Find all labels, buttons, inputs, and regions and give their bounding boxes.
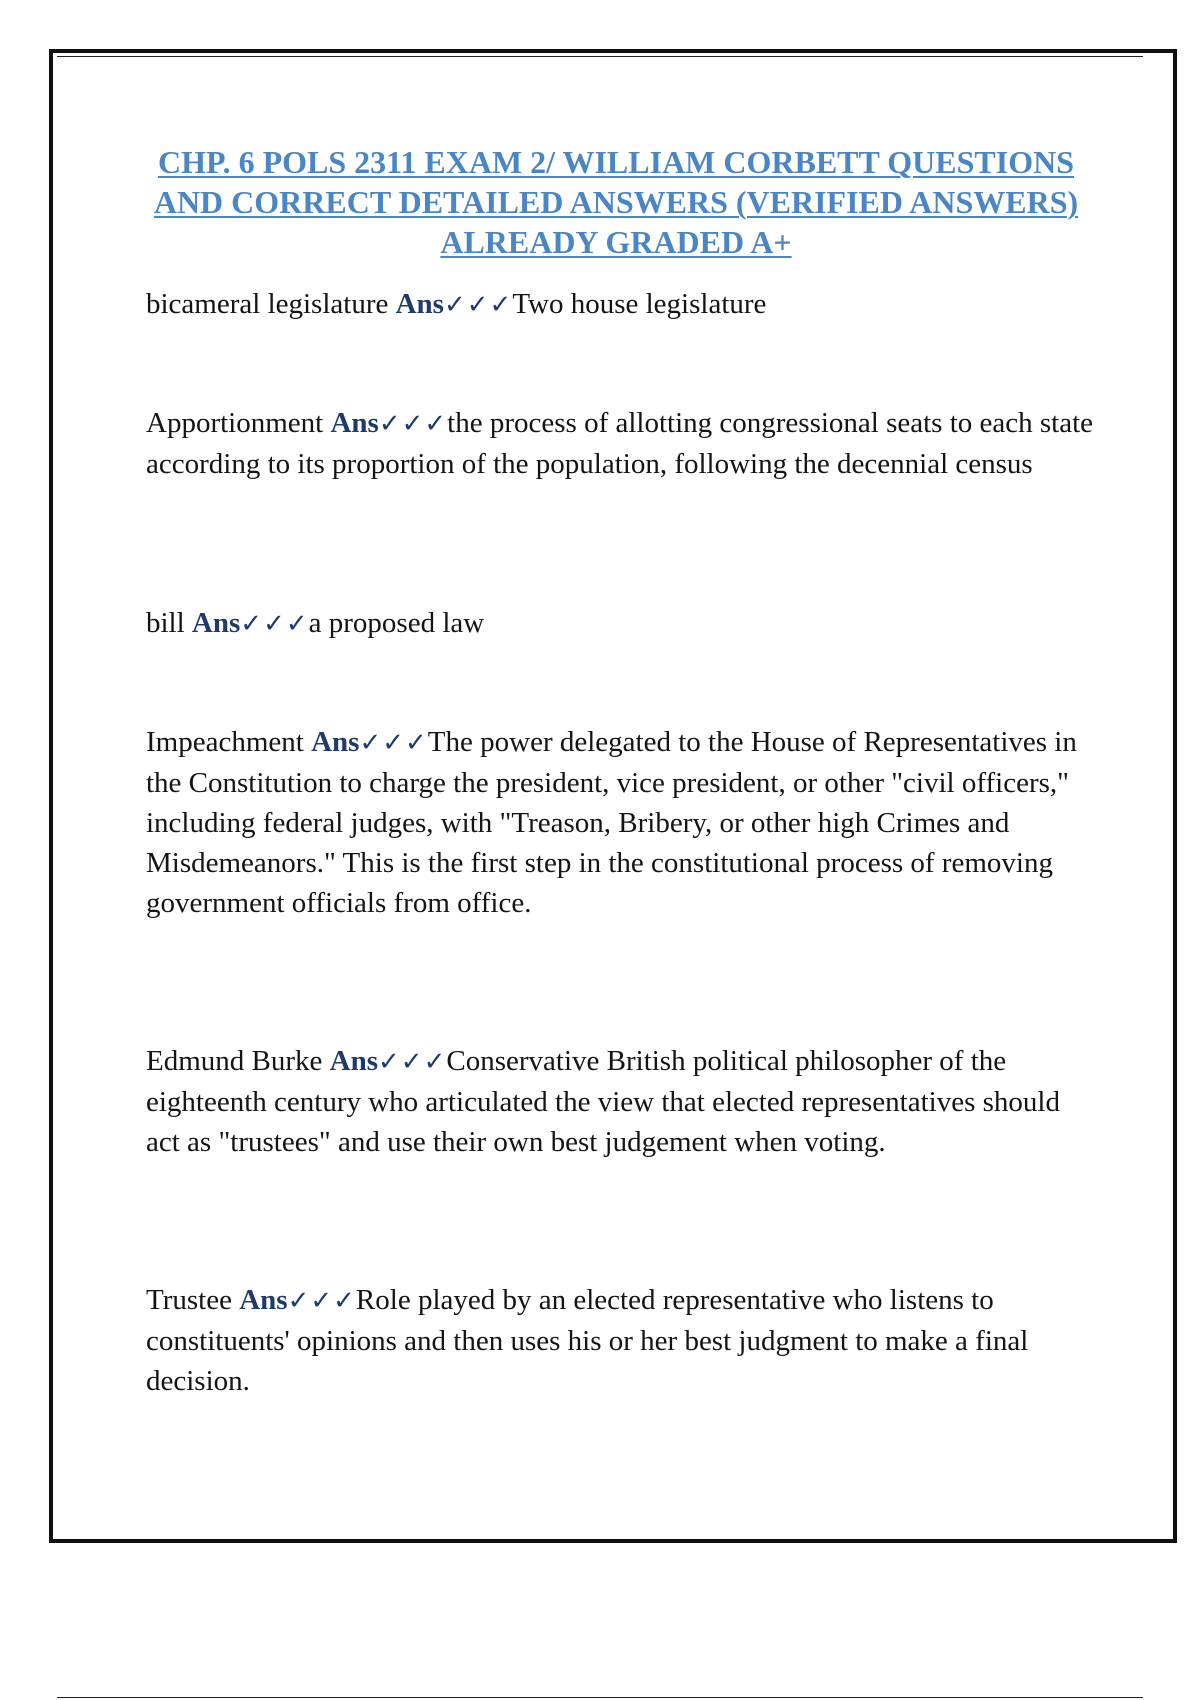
term: bicameral legislature [146, 288, 389, 320]
document-title: CHP. 6 POLS 2311 EXAM 2/ WILLIAM CORBETT QUESTIONS AND CORRECT DETAILED ANSWERS (VERIFIED ANSWERS) ALREADY GRADED A+ [153, 144, 1079, 260]
top-rule [57, 56, 1143, 57]
check-marks-icon: ✓✓✓ [287, 1286, 356, 1316]
qa-entry-edmund-burke [146, 1041, 1096, 1162]
definition: a proposed law [308, 607, 485, 639]
check-marks-icon: ✓✓✓ [359, 728, 428, 758]
term: Trustee [146, 1284, 232, 1316]
qa-entry-apportionment [146, 403, 1096, 484]
definition: The power delegated to the House of Representatives in the Constitution to charge the president, vice president, or other "civil officers," including federal judges, with "Treason, Bribery, or other high Crimes and Misdemeanors." This is the first step in the constitutional process of removing government officials from office. [146, 726, 1077, 919]
answer-label: Ans [330, 407, 379, 439]
definition: Conservative British political philosopher of the eighteenth century who articulated the view that elected representatives should act as "trustees" and use their own best judgement when voting. [146, 1045, 1060, 1158]
check-marks-icon: ✓✓✓ [240, 609, 309, 639]
check-marks-icon: ✓✓✓ [378, 409, 448, 439]
term: Impeachment [146, 726, 304, 758]
check-marks-icon: ✓✓✓ [443, 290, 513, 320]
definition: Role played by an elected representative who listens to constituents' opinions and then uses his or her best judgment to make a final decision. [146, 1284, 1029, 1397]
qa-entry-impeachment [146, 722, 1096, 923]
term: Edmund Burke [146, 1045, 323, 1077]
definition: the process of allotting congressional seats to each state according to its proportion of the population, following the decennial census [146, 407, 1094, 480]
answer-label: Ans [311, 726, 360, 758]
answer-label: Ans [239, 1284, 288, 1316]
bottom-rule [57, 1697, 1143, 1698]
check-marks-icon: ✓✓✓ [378, 1047, 447, 1077]
answer-label: Ans [191, 607, 241, 639]
qa-entry-trustee [146, 1280, 1096, 1401]
qa-entry-bicameral-legislature [146, 284, 1096, 325]
answer-label: Ans [395, 288, 444, 320]
term: Apportionment [146, 407, 324, 439]
definition: Two house legislature [512, 288, 767, 320]
qa-entry-bill [146, 603, 1096, 644]
answer-label: Ans [329, 1045, 379, 1077]
term: bill [146, 607, 185, 639]
